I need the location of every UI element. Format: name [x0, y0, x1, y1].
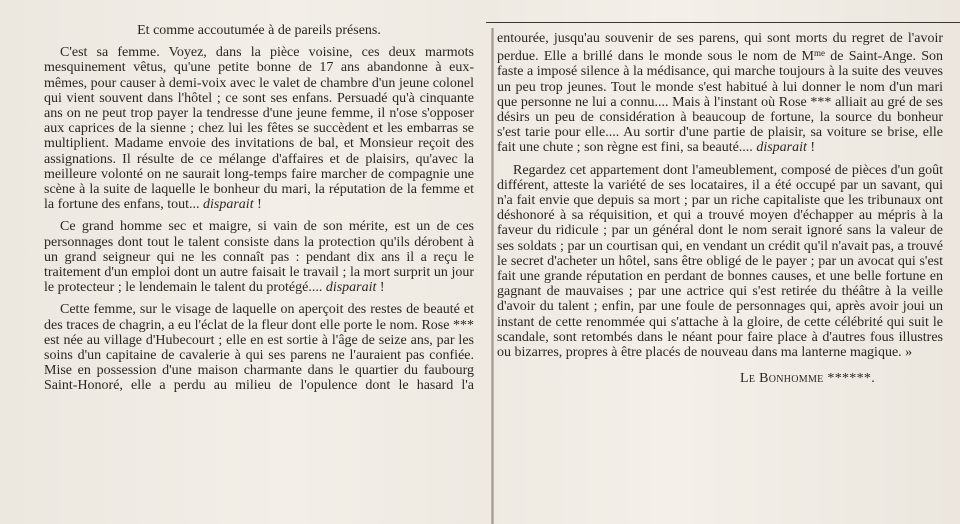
mme-superscript: me — [814, 48, 825, 59]
paragraph-rose-continued — [497, 31, 943, 156]
page-fold — [491, 28, 494, 524]
top-rule — [486, 22, 960, 23]
right-column — [497, 31, 943, 386]
paragraph-wife — [44, 45, 474, 212]
paragraph-apartment: Regardez cet appartement dont l'ameublement, composé de pièces d'un goût différent, atteste la variété de ses locataires, il a été occupé par un savant, qui n'a fait envie que depuis sa mort ; par un riche capitaliste que les tribunaux ont déshonoré à sa réquisition, et qui a trouvé moyen d'échapper au mépris à la faveur du ridicule ; par un général dont le nom serait ignoré sans la valeur de ses soldats ; par un courtisan qui, en vendant un crédit qu'il n'avait pas, a trouvé le secret d'acheter un hôtel, sans être obligé de le payer ; par un avocat qui s'est fait une grande réputation en perdant de bonnes causes, et une belle fortune en gagnant de mauvaises ; par une actrice qui s'est retirée du théâtre à la veille d'avoir du talent ; enfin, par une foule de personnages qui, après avoir joui un instant de cette renommée qui s'attache à la gloire, de cette célébrité qui suit le scandale, sont retombés dans le néant pour faire place à d'autres fous illustres ou bizarres, propres à être placés de nouveau dans ma lanterne magique. » — [497, 162, 943, 361]
paragraph-rose: Cette femme, sur le visage de laquelle on aperçoit des restes de beauté et des traces de chagrin, a eu l'éclat de la fleur dont elle porte le nom. Rose *** est née au village d'Hubecourt ; elle en est sortie à l'âge de seize ans, par les soins d'un capitaine de cavalerie à qui ses parens ne l'auraient pas confiée. Mise en possession d'une maison charmante dans le quartier du faubourg Saint-Honoré, elle a perdu au milieu de l'opulence dont le hasard l'a — [44, 302, 474, 394]
paragraph-great-man-text: Ce grand homme sec et maigre, si vain de son mérite, est un de ces personnages dont tout le talent consiste dans la protection qu'ils dérobent à un grand seigneur qui ne les connaît pas : pendant dix ans il a reçu le traitement d'un emploi dont un autre faisait le travail ; la mort surprit un jour le protecteur ; le lendemain le talent du protégé.... — [44, 219, 474, 296]
paragraph-wife-end: ! — [253, 197, 262, 213]
paragraph-rose-continued-b: de Saint-Ange. Son faste a imposé silence à la médisance, qui marche toujours à la suite des veuves un peu trop jeunes. Tout le monde s'est habitué à lui donner le nom d'un mari que personne ne lui a connu.... Mais à l'instant où Rose *** alliait au gré de ses désirs un peu de considération à beaucoup de fortune, la source du bonheur s'est tarie pour elle.... Au sortir d'une partie de plaisir, sa voiture se brise, elle fait une chute ; son règne est fini, sa beauté.... — [497, 49, 943, 156]
paragraph-wife-emph: disparait — [203, 197, 254, 213]
signature: Le Bonhomme ******. — [740, 371, 875, 387]
paragraph-great-man — [44, 219, 474, 295]
paragraph-great-man-end: ! — [376, 280, 385, 296]
paragraph-rose-continued-emph: disparait — [756, 140, 807, 156]
left-heading: Et comme accoutumée à de pareils présens. — [137, 23, 381, 38]
paragraph-rose-continued-end: ! — [806, 140, 816, 156]
left-column — [44, 23, 474, 394]
paragraph-wife-text: C'est sa femme. Voyez, dans la pièce voisine, ces deux marmots mesquinement vêtus, qu'une petite bonne de 17 ans abandonne à eux-mêmes, pour causer à demi-voix avec le valet de chambre d'un jeune colonel qui vient souvent dans l'hôtel ; ce sont ses enfans. Persuadé qu'à cinquante ans on ne peut trop payer la tendresse d'une jeune femme, il n'ose s'opposer aux caprices de la sienne ; chez lui les fêtes se succèdent et les embarras se multiplient. Madame envoie des invitations de bal, et Monsieur reçoit des assignations. Il résulte de ce mélange d'affaires et de plaisirs, qu'avec la meilleure volonté on ne saurait long-temps faire marcher de compagnie une scène à la suite de laquelle le bonheur du mari, la réputation de la femme et la fortune des enfans, tout... — [44, 45, 474, 213]
paragraph-great-man-emph: disparait — [325, 280, 377, 296]
paragraph-rose-continued-a: entourée, jusqu'au souvenir de ses parens, qui sont morts du regret de l'avoir perdue. Elle a brillé dans le monde sous le nom de M — [497, 31, 943, 65]
